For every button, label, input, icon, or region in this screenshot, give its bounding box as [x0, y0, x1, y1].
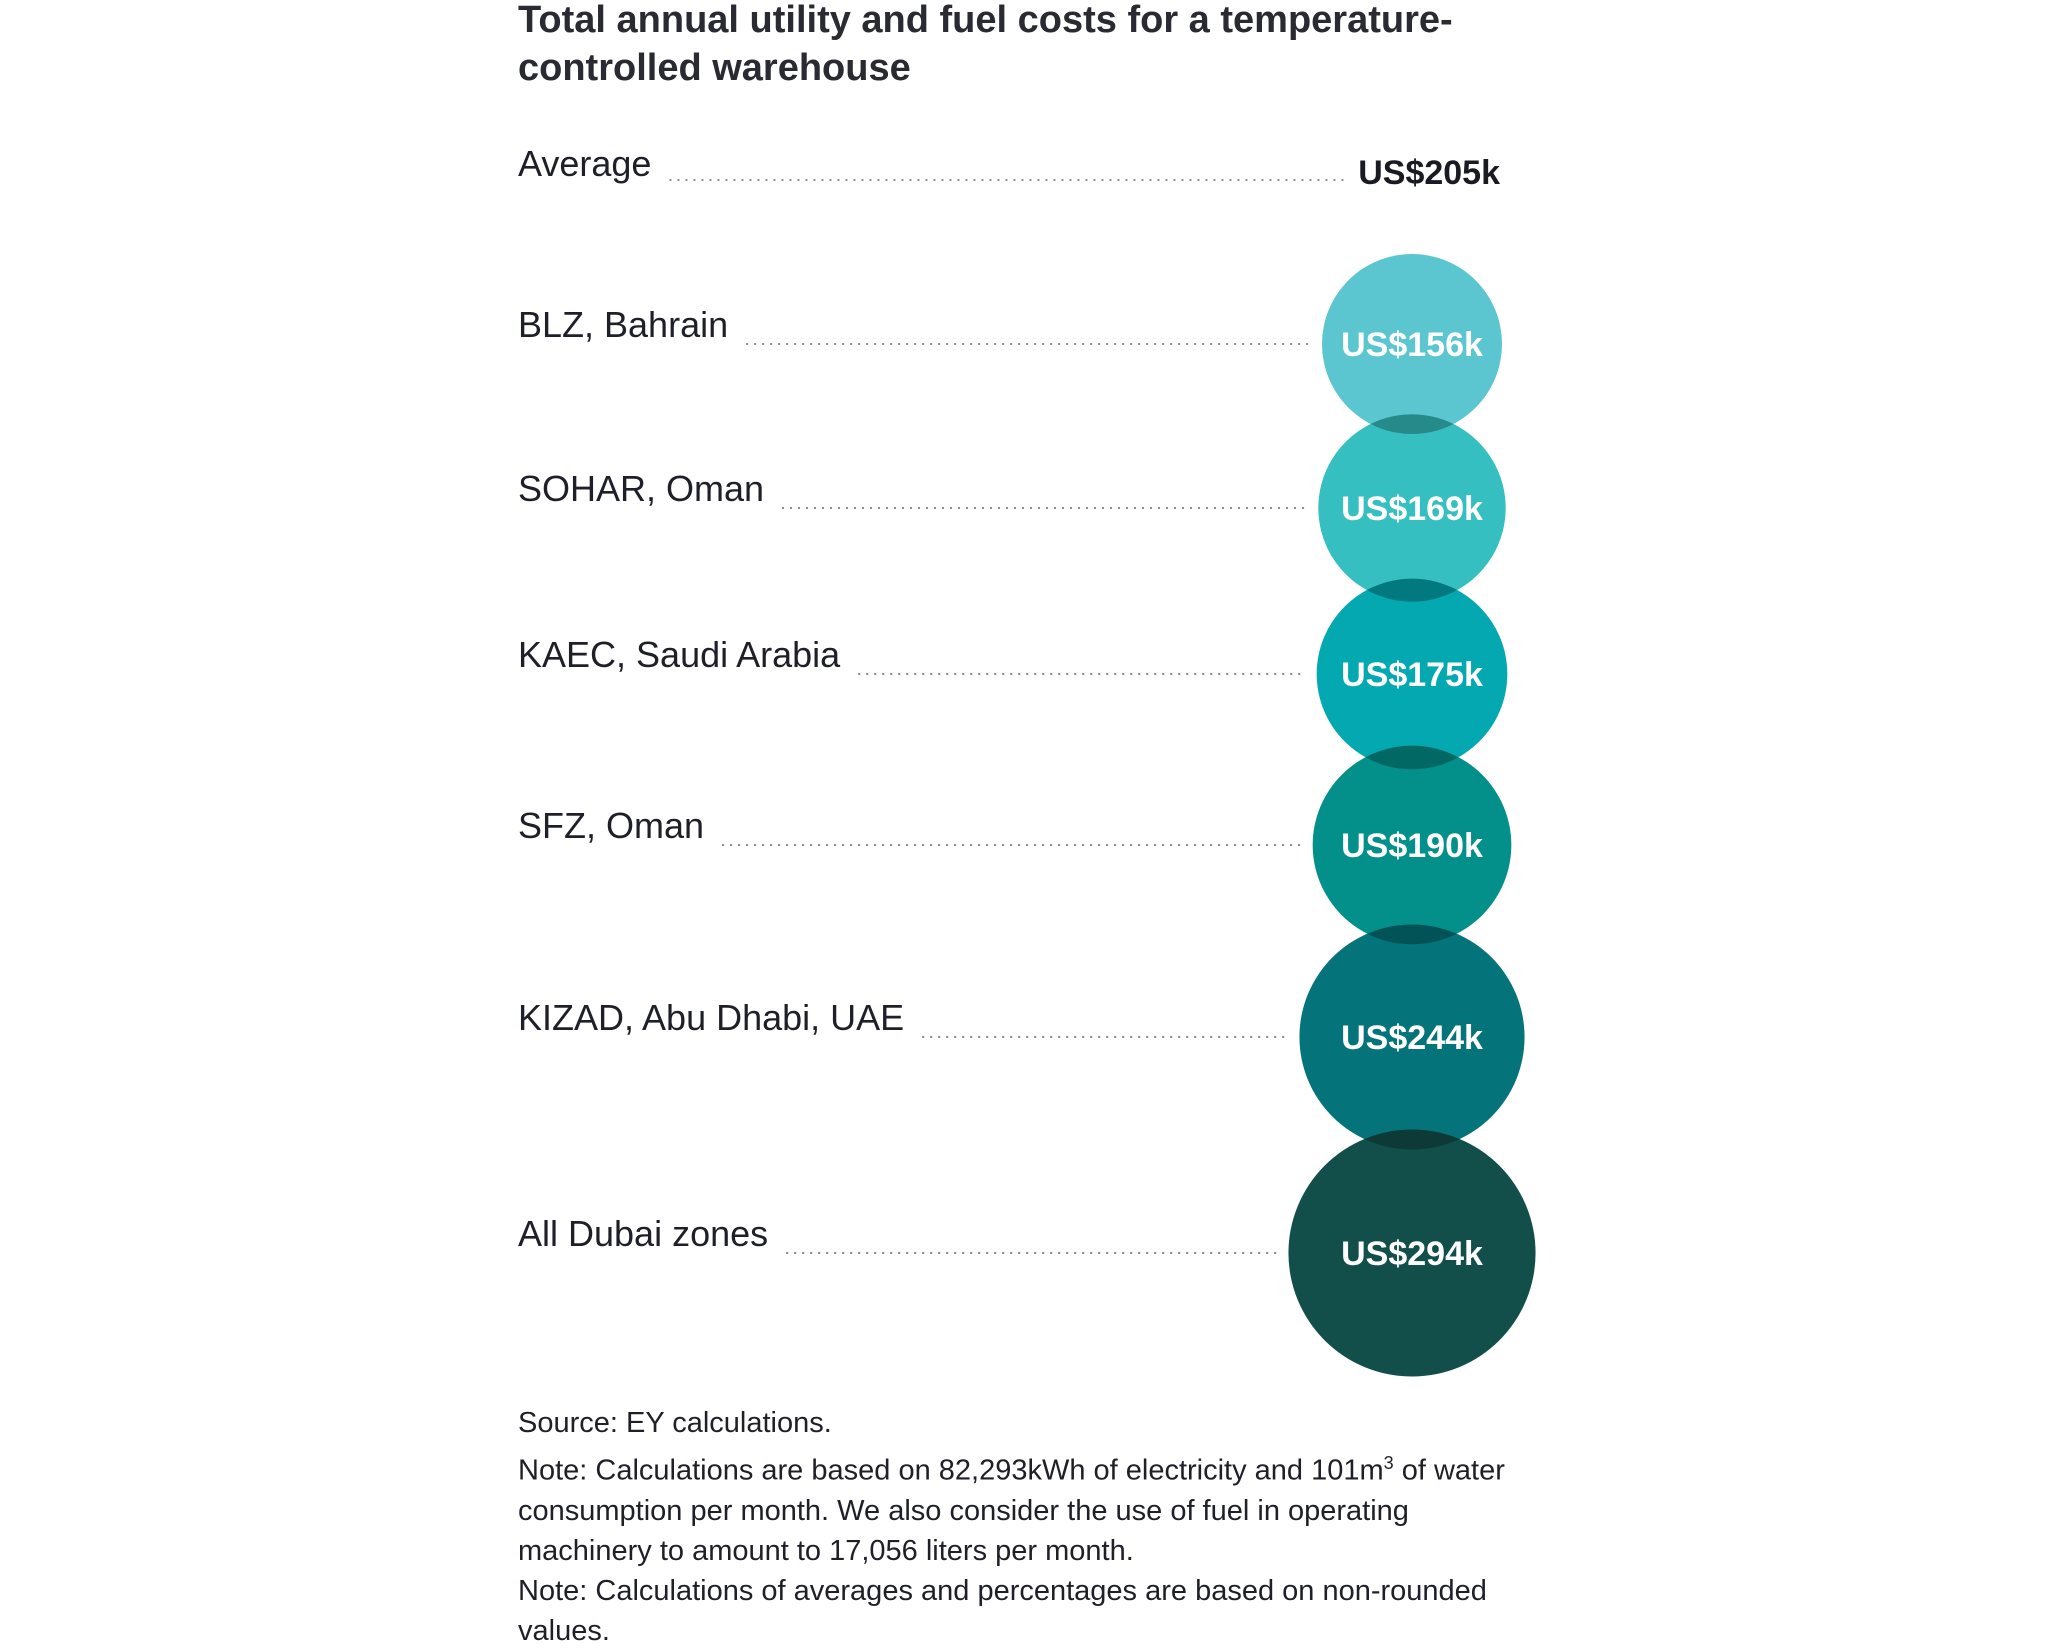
- row-label: All Dubai zones: [518, 1213, 769, 1254]
- row-label: KIZAD, Abu Dhabi, UAE: [518, 997, 905, 1038]
- bubble-value-label: US$169k: [1341, 490, 1483, 528]
- row-label: KAEC, Saudi Arabia: [518, 634, 841, 675]
- average-label: Average: [518, 143, 652, 184]
- bubble-value-label: US$244k: [1341, 1019, 1483, 1057]
- bubble-value-label: US$294k: [1341, 1235, 1483, 1273]
- row-label: SOHAR, Oman: [518, 468, 765, 509]
- chart-title: Total annual utility and fuel costs for a temperature-controlled warehouse: [518, 0, 1453, 89]
- rounding-note: Note: Calculations of averages and percentages are based on non-rounded values.: [518, 1574, 1487, 1647]
- chart-notes: [518, 1403, 1518, 1651]
- row-label: SFZ, Oman: [518, 805, 705, 846]
- bubble-value-label: US$175k: [1341, 656, 1483, 694]
- superscript-3: 3: [1383, 1453, 1394, 1473]
- row-label: BLZ, Bahrain: [518, 304, 729, 345]
- calculation-note: Note: Calculations are based on 82,293kWh of electricity and $101m^3$ of water consumption per month. We also consider the use of fuel in operating machinery to amount to 17,056 liters per month.: [518, 1453, 1505, 1567]
- average-value: US$205k: [1358, 154, 1500, 192]
- bubble-value-label: US$156k: [1341, 326, 1483, 364]
- bubble-value-label: US$190k: [1341, 827, 1483, 865]
- source-note: Source: EY calculations.: [518, 1407, 832, 1439]
